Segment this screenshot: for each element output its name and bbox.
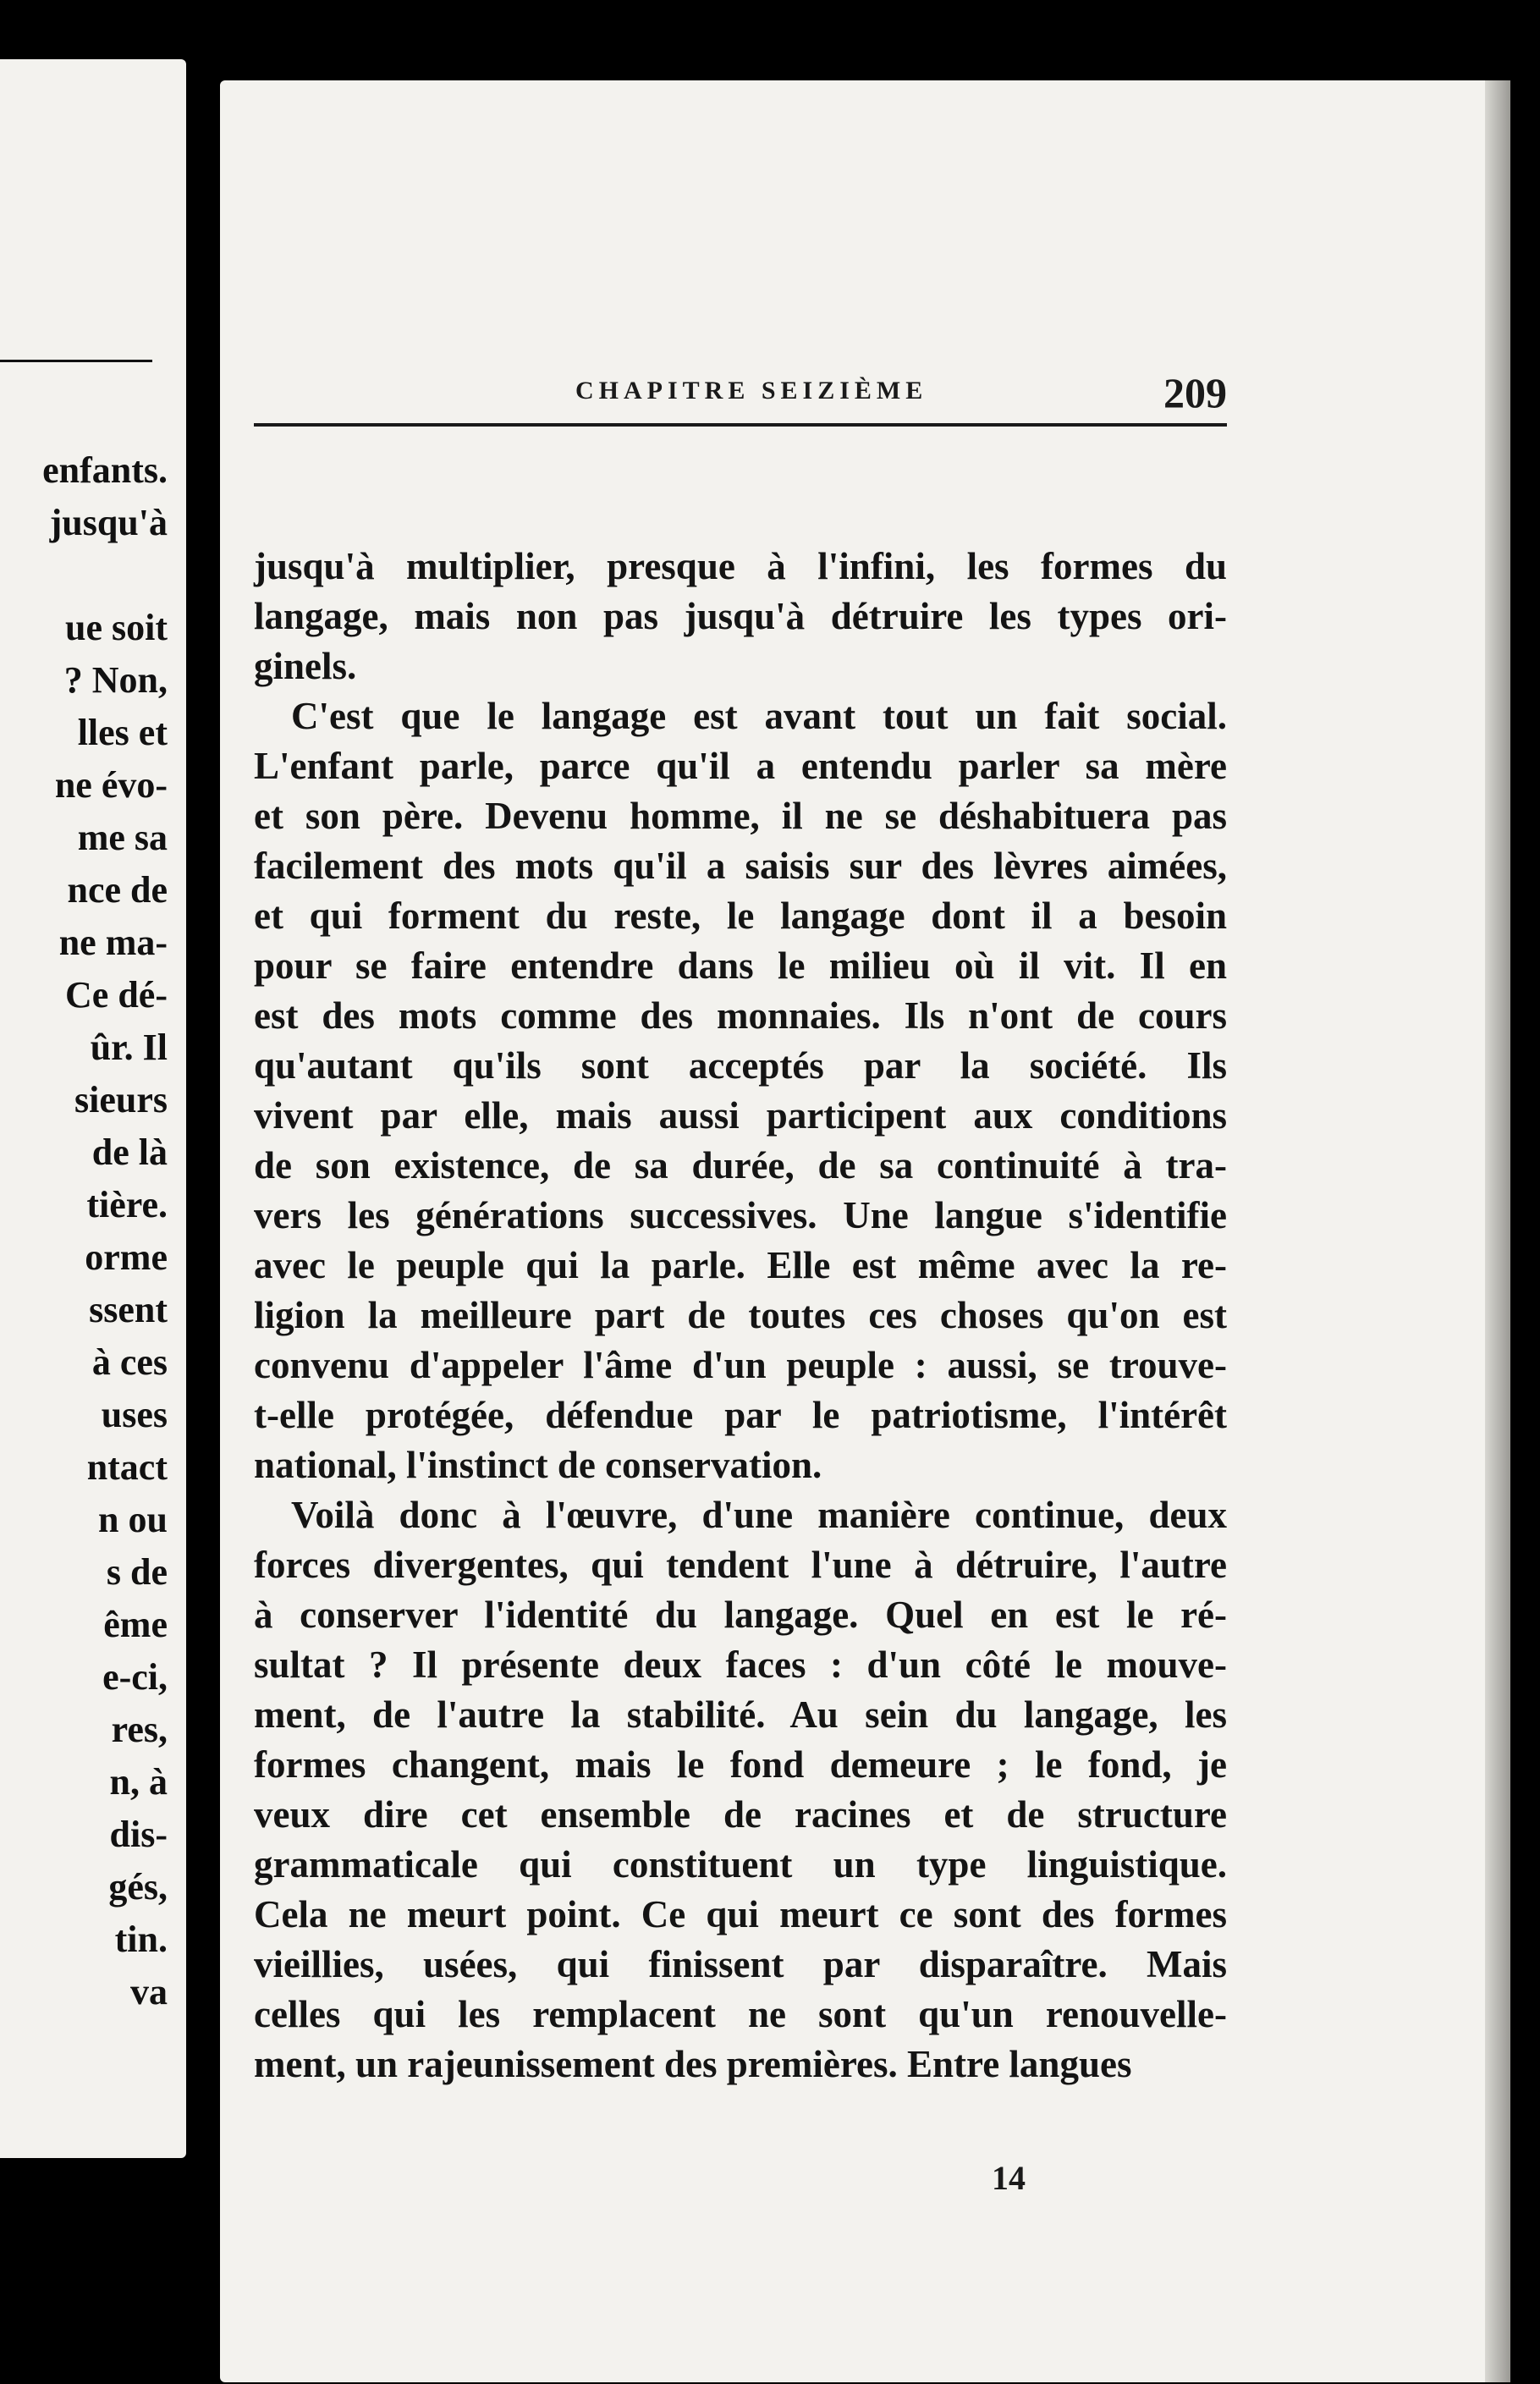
text-line: L'enfant parle, parce qu'il a entendu parler sa mère xyxy=(254,745,1227,787)
left-page-line: ntact xyxy=(86,1446,168,1488)
paragraph xyxy=(254,1490,1227,2089)
text-line: ment, de l'autre la stabilité. Au sein du langage, les xyxy=(254,1693,1227,1736)
left-page-line: lles et xyxy=(77,712,168,753)
left-page-line: à ces xyxy=(91,1341,168,1383)
left-page-line: enfants. xyxy=(42,449,168,491)
text-line: jusqu'à multiplier, presque à l'infini, les formes du xyxy=(254,545,1227,587)
left-page-line: ue soit xyxy=(65,607,168,648)
text-line: et qui forment du reste, le langage dont il a besoin xyxy=(254,895,1227,937)
running-title: CHAPITRE SEIZIÈME xyxy=(575,377,928,405)
left-page-line: ? Non, xyxy=(63,659,168,701)
text-line: de son existence, de sa durée, de sa continuité à tra- xyxy=(254,1144,1227,1186)
left-page-line: tin. xyxy=(114,1919,168,1960)
text-line: national, l'instinct de conservation. xyxy=(254,1444,822,1486)
text-line: Cela ne meurt point. Ce qui meurt ce sont des formes xyxy=(254,1893,1227,1935)
text-line: qu'autant qu'ils sont acceptés par la société. Ils xyxy=(254,1044,1227,1087)
text-line: C'est que le langage est avant tout un fait social. xyxy=(291,695,1227,737)
left-page-line: ne évo- xyxy=(54,764,168,806)
body-text xyxy=(254,542,1227,2089)
left-page-line: res, xyxy=(111,1709,168,1750)
text-line: sultat ? Il présente deux faces : d'un côté le mouve- xyxy=(254,1643,1227,1686)
text-line: forces divergentes, qui tendent l'une à détruire, l'autre xyxy=(254,1544,1227,1586)
text-line: ligion la meilleure part de toutes ces choses qu'on est xyxy=(254,1294,1227,1336)
left-page-line: ême xyxy=(103,1604,168,1645)
text-line: est des mots comme des monnaies. Ils n'ont de cours xyxy=(254,994,1227,1037)
text-line: grammaticale qui constituent un type linguistique. xyxy=(254,1843,1227,1886)
left-page-line: ne ma- xyxy=(58,922,168,963)
left-page-line: va xyxy=(130,1971,168,2012)
left-page-rule xyxy=(0,360,152,362)
left-page-line: dis- xyxy=(109,1814,168,1855)
left-page-line: orme xyxy=(85,1236,168,1278)
text-line: ment, un rajeunissement des premières. Entre langues xyxy=(254,2043,1132,2085)
text-line: convenu d'appeler l'âme d'un peuple : aussi, se trouve- xyxy=(254,1344,1227,1386)
left-page xyxy=(0,59,186,2158)
left-page-line: me sa xyxy=(77,817,168,858)
text-line: pour se faire entendre dans le milieu où il vit. Il en xyxy=(254,944,1227,987)
text-line: ginels. xyxy=(254,645,357,687)
signature-mark: 14 xyxy=(992,2159,1026,2197)
text-line: vieillies, usées, qui finissent par disparaître. Mais xyxy=(254,1943,1227,1985)
text-line: celles qui les remplacent ne sont qu'un renouvelle- xyxy=(254,1993,1227,2035)
page-number: 209 xyxy=(1163,369,1227,416)
page-edge-shadow xyxy=(1485,80,1510,2382)
left-page-line xyxy=(42,549,168,602)
right-page xyxy=(220,80,1510,2382)
left-page-text xyxy=(42,444,168,2018)
paragraph xyxy=(254,542,1227,691)
left-page-line: gés, xyxy=(108,1866,168,1908)
page-header xyxy=(254,368,1227,461)
left-page-line: tière. xyxy=(86,1184,168,1225)
left-page-line: e-ci, xyxy=(102,1656,168,1698)
book-gutter xyxy=(186,0,220,2384)
text-line: formes changent, mais le fond demeure ; le fond, je xyxy=(254,1743,1227,1786)
paragraph xyxy=(254,691,1227,1490)
text-line: facilement des mots qu'il a saisis sur des lèvres aimées, xyxy=(254,845,1227,887)
left-page-line: Ce dé- xyxy=(65,974,168,1016)
text-line: et son père. Devenu homme, il ne se déshabituera pas xyxy=(254,795,1227,837)
text-line: vers les générations successives. Une langue s'identifie xyxy=(254,1194,1227,1236)
left-page-line: uses xyxy=(101,1394,168,1435)
text-line: t-elle protégée, défendue par le patriotisme, l'intérêt xyxy=(254,1394,1227,1436)
left-page-line: ssent xyxy=(89,1289,168,1330)
left-page-line: s de xyxy=(106,1551,168,1593)
text-line: vivent par elle, mais aussi participent aux conditions xyxy=(254,1094,1227,1137)
left-page-line: nce de xyxy=(67,869,168,911)
left-page-line: n, à xyxy=(109,1761,168,1803)
text-line: veux dire cet ensemble de racines et de structure xyxy=(254,1793,1227,1836)
text-line: avec le peuple qui la parle. Elle est même avec la re- xyxy=(254,1244,1227,1286)
left-page-line: n ou xyxy=(98,1499,168,1540)
header-rule xyxy=(254,423,1227,427)
left-page-line: de là xyxy=(91,1131,168,1173)
left-page-line: sieurs xyxy=(74,1079,168,1120)
left-page-line: ûr. Il xyxy=(90,1027,168,1068)
left-page-line: jusqu'à xyxy=(49,502,168,543)
text-line: à conserver l'identité du langage. Quel en est le ré- xyxy=(254,1594,1227,1636)
text-line: Voilà donc à l'œuvre, d'une manière continue, deux xyxy=(291,1494,1227,1536)
text-line: langage, mais non pas jusqu'à détruire les types ori- xyxy=(254,595,1227,637)
